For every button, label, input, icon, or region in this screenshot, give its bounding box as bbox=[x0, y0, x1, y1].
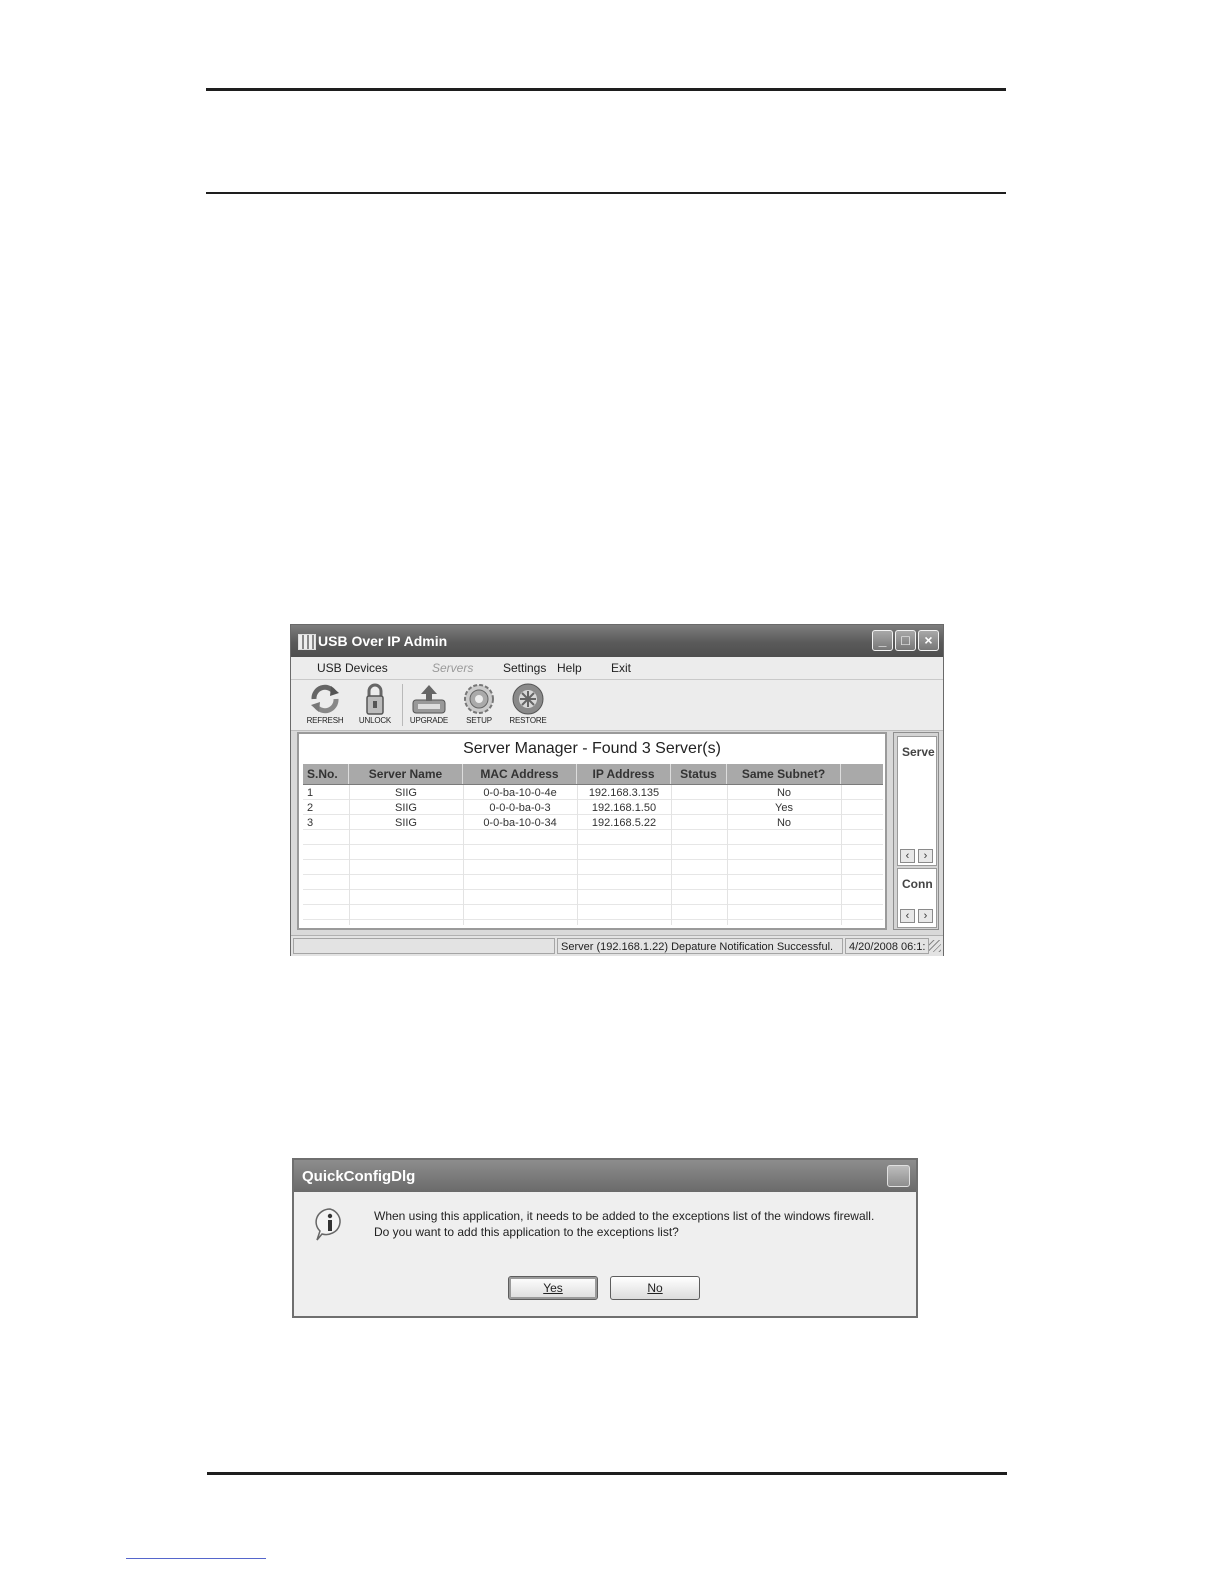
window-title: USB Over IP Admin bbox=[318, 633, 448, 649]
side-panel bbox=[893, 732, 939, 930]
status-message: Server (192.168.1.22) Depature Notification Successful. bbox=[557, 938, 843, 954]
no-button-label: No bbox=[647, 1281, 663, 1295]
connections-subpanel bbox=[897, 868, 937, 928]
scroll-right-button[interactable]: › bbox=[918, 849, 933, 863]
scroll-left-button[interactable]: ‹ bbox=[900, 909, 915, 923]
dialog-message-line2: Do you want to add this application to the exceptions list? bbox=[374, 1225, 679, 1239]
upgrade-icon bbox=[410, 683, 448, 715]
menu-help[interactable]: Help bbox=[557, 661, 582, 675]
server-table bbox=[303, 764, 883, 925]
column-header-status[interactable]: Status bbox=[671, 764, 727, 784]
servers-subpanel bbox=[897, 736, 937, 866]
upgrade-button[interactable] bbox=[407, 683, 451, 729]
restore-label: RESTORE bbox=[509, 716, 547, 725]
panel-heading: Server Manager - Found 3 Server(s) bbox=[463, 740, 721, 757]
restore-icon bbox=[511, 683, 545, 715]
upgrade-label: UPGRADE bbox=[409, 716, 449, 725]
unlock-button[interactable] bbox=[353, 683, 397, 729]
toolbar bbox=[291, 680, 943, 731]
resize-grip[interactable] bbox=[929, 940, 941, 952]
status-pane-empty bbox=[293, 938, 555, 954]
table-row[interactable]: 2 SIIG 0-0-0-ba-0-3 192.168.1.50 Yes bbox=[307, 802, 793, 814]
window-titlebar[interactable] bbox=[291, 625, 943, 657]
yes-button-label: Yes bbox=[543, 1281, 563, 1295]
setup-button[interactable] bbox=[457, 683, 501, 729]
no-button[interactable] bbox=[610, 1276, 700, 1300]
close-button[interactable]: × bbox=[918, 630, 939, 651]
footer-link-underline bbox=[126, 1558, 266, 1559]
server-manager-panel bbox=[297, 732, 887, 930]
status-datetime: 4/20/2008 06:1: bbox=[845, 938, 929, 954]
dialog-message-line1: When using this application, it needs to be added to the exceptions list of the windows firewall. bbox=[374, 1209, 875, 1223]
maximize-button[interactable]: □ bbox=[895, 630, 916, 651]
scroll-right-button[interactable]: › bbox=[918, 909, 933, 923]
refresh-button[interactable] bbox=[303, 683, 347, 729]
menu-servers[interactable]: Servers bbox=[432, 661, 474, 675]
table-row[interactable]: 3 SIIG 0-0-ba-10-0-34 192.168.5.22 No bbox=[307, 817, 792, 829]
unlock-label: UNLOCK bbox=[358, 716, 392, 725]
dialog-message bbox=[374, 1208, 904, 1240]
usb-over-ip-admin-window bbox=[290, 624, 944, 956]
refresh-icon bbox=[308, 683, 342, 715]
dialog-titlebar[interactable] bbox=[294, 1160, 916, 1192]
table-body bbox=[303, 785, 883, 925]
padlock-icon bbox=[358, 683, 392, 715]
column-header-same-subnet[interactable]: Same Subnet? bbox=[727, 764, 841, 784]
column-header-server-name[interactable]: Server Name bbox=[349, 764, 463, 784]
minimize-button[interactable]: _ bbox=[872, 630, 893, 651]
column-header-sno[interactable]: S.No. bbox=[303, 764, 349, 784]
setup-label: SETUP bbox=[466, 716, 492, 725]
header-rule-bottom bbox=[206, 192, 1006, 194]
status-bar bbox=[291, 935, 943, 956]
quickconfig-dialog bbox=[292, 1158, 918, 1318]
header-rule-top bbox=[206, 88, 1006, 91]
dialog-title: QuickConfigDlg bbox=[302, 1168, 416, 1185]
menu-exit[interactable]: Exit bbox=[611, 661, 632, 675]
yes-button[interactable] bbox=[508, 1276, 598, 1300]
menu-settings[interactable]: Settings bbox=[503, 661, 547, 675]
column-header-mac-address[interactable]: MAC Address bbox=[463, 764, 577, 784]
column-header-ip-address[interactable]: IP Address bbox=[577, 764, 671, 784]
info-icon bbox=[312, 1206, 348, 1242]
scroll-left-button[interactable]: ‹ bbox=[900, 849, 915, 863]
servers-subpanel-label: Serve bbox=[902, 745, 935, 759]
table-header bbox=[303, 764, 883, 785]
table-row[interactable]: 1 SIIG 0-0-ba-10-0-4e 192.168.3.135 No bbox=[307, 787, 792, 799]
menu-usb-devices[interactable]: USB Devices bbox=[317, 661, 388, 675]
refresh-label: REFRESH bbox=[306, 716, 344, 725]
connections-subpanel-label: Conn bbox=[902, 877, 933, 891]
toolbar-separator bbox=[402, 684, 403, 726]
menu-bar bbox=[291, 657, 943, 680]
gear-icon bbox=[462, 683, 496, 715]
dialog-close-button[interactable] bbox=[887, 1165, 910, 1187]
footer-rule bbox=[207, 1472, 1007, 1475]
app-icon bbox=[298, 634, 316, 650]
restore-button[interactable] bbox=[506, 683, 550, 729]
